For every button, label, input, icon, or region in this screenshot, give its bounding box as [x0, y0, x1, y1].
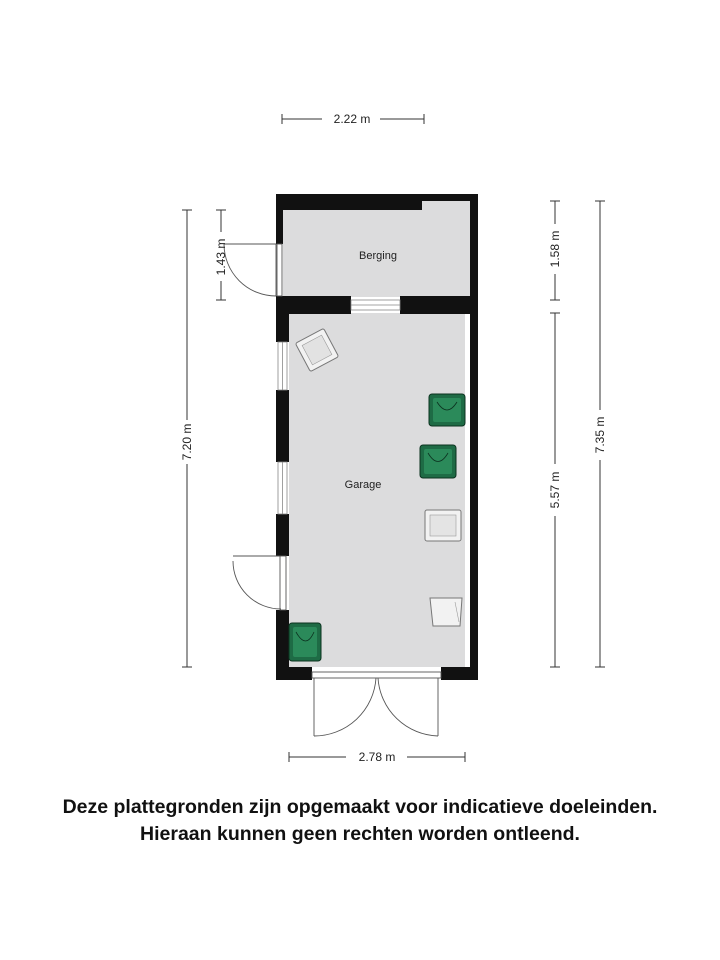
- dim-left-small: 1.43 m: [214, 238, 228, 276]
- green-chair-3: [289, 623, 321, 661]
- berging-floor: [283, 200, 471, 297]
- disclaimer-line-2: Hieraan kunnen geen rechten worden ontleend.: [140, 823, 580, 845]
- dim-bottom-width: 2.78 m: [358, 750, 396, 764]
- dim-right-total: 7.35 m: [593, 416, 607, 454]
- room-label-berging: Berging: [359, 250, 397, 262]
- green-chair-2: [420, 445, 456, 478]
- green-chair-1: [429, 394, 465, 426]
- white-chair: [425, 510, 461, 541]
- dim-right-lower: 5.57 m: [548, 471, 562, 509]
- dim-top-width: 2.22 m: [333, 112, 371, 126]
- disclaimer-line-1: Deze plattegronden zijn opgemaakt voor indicatieve doeleinden.: [62, 796, 658, 818]
- lounge-chair: [430, 598, 462, 626]
- room-label-garage: Garage: [344, 479, 382, 491]
- dim-right-upper: 1.58 m: [548, 230, 562, 268]
- dim-left-total: 7.20 m: [180, 423, 194, 461]
